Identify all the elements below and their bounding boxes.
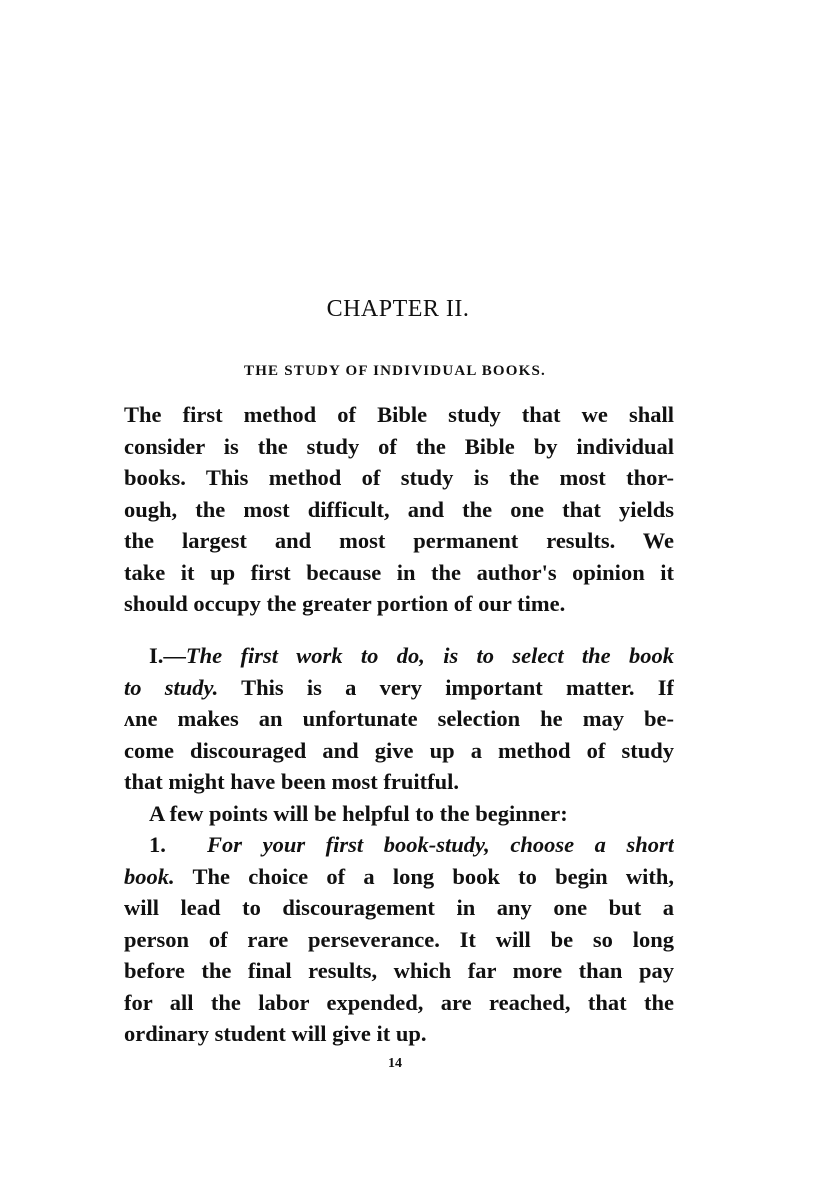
text-line: come discouraged and give up a method of study [124, 737, 674, 763]
text-line: take it up first because in the author's opinion it [124, 559, 674, 585]
text-line: ough, the most difficult, and the one that yields [124, 496, 674, 522]
section-title: THE STUDY OF INDIVIDUAL BOOKS. [243, 363, 547, 379]
chapter-heading: CHAPTER II. [326, 296, 470, 322]
text-line: person of rare perseverance. It will be so long [124, 926, 674, 952]
italic-heading: to study. [124, 674, 219, 700]
paragraph-select-book [124, 640, 674, 1050]
text-line: ᴧne makes an unfortunate selection he may be- [124, 706, 674, 731]
italic-heading: The first work to do, is to select the book [185, 643, 674, 668]
text-line [124, 861, 674, 893]
text-line: the largest and most permanent results. We [124, 528, 674, 553]
text-run: This is a very important matter. If [218, 674, 674, 700]
text-line: for all the labor expended, are reached, that the [124, 989, 674, 1015]
text-line: The first method of Bible study that we shall [124, 402, 674, 427]
text-line: that might have been most fruitful. [124, 769, 459, 794]
paragraph-intro [124, 399, 674, 620]
text-line: books. This method of study is the most thor- [124, 465, 674, 490]
italic-heading: For your first book-study, choose a short [207, 832, 674, 857]
point-number: 1. [149, 832, 166, 857]
text-line: should occupy the greater portion of our time. [124, 591, 566, 616]
text-line: consider is the study of the Bible by individual [124, 433, 674, 459]
text-line [124, 829, 674, 861]
section-marker: I.— [149, 643, 186, 668]
text-line: will lead to discouragement in any one but a [124, 895, 674, 920]
text-line: before the final results, which far more than pay [124, 958, 674, 983]
page-number: 14 [388, 1056, 402, 1071]
text-line: A few points will be helpful to the beginner: [149, 800, 568, 826]
text-line: ordinary student will give it up. [124, 1021, 427, 1046]
text-line [124, 672, 674, 704]
text-run: The choice of a long book to begin with, [174, 863, 674, 889]
italic-heading: book. [124, 863, 175, 889]
text-line [124, 640, 674, 672]
